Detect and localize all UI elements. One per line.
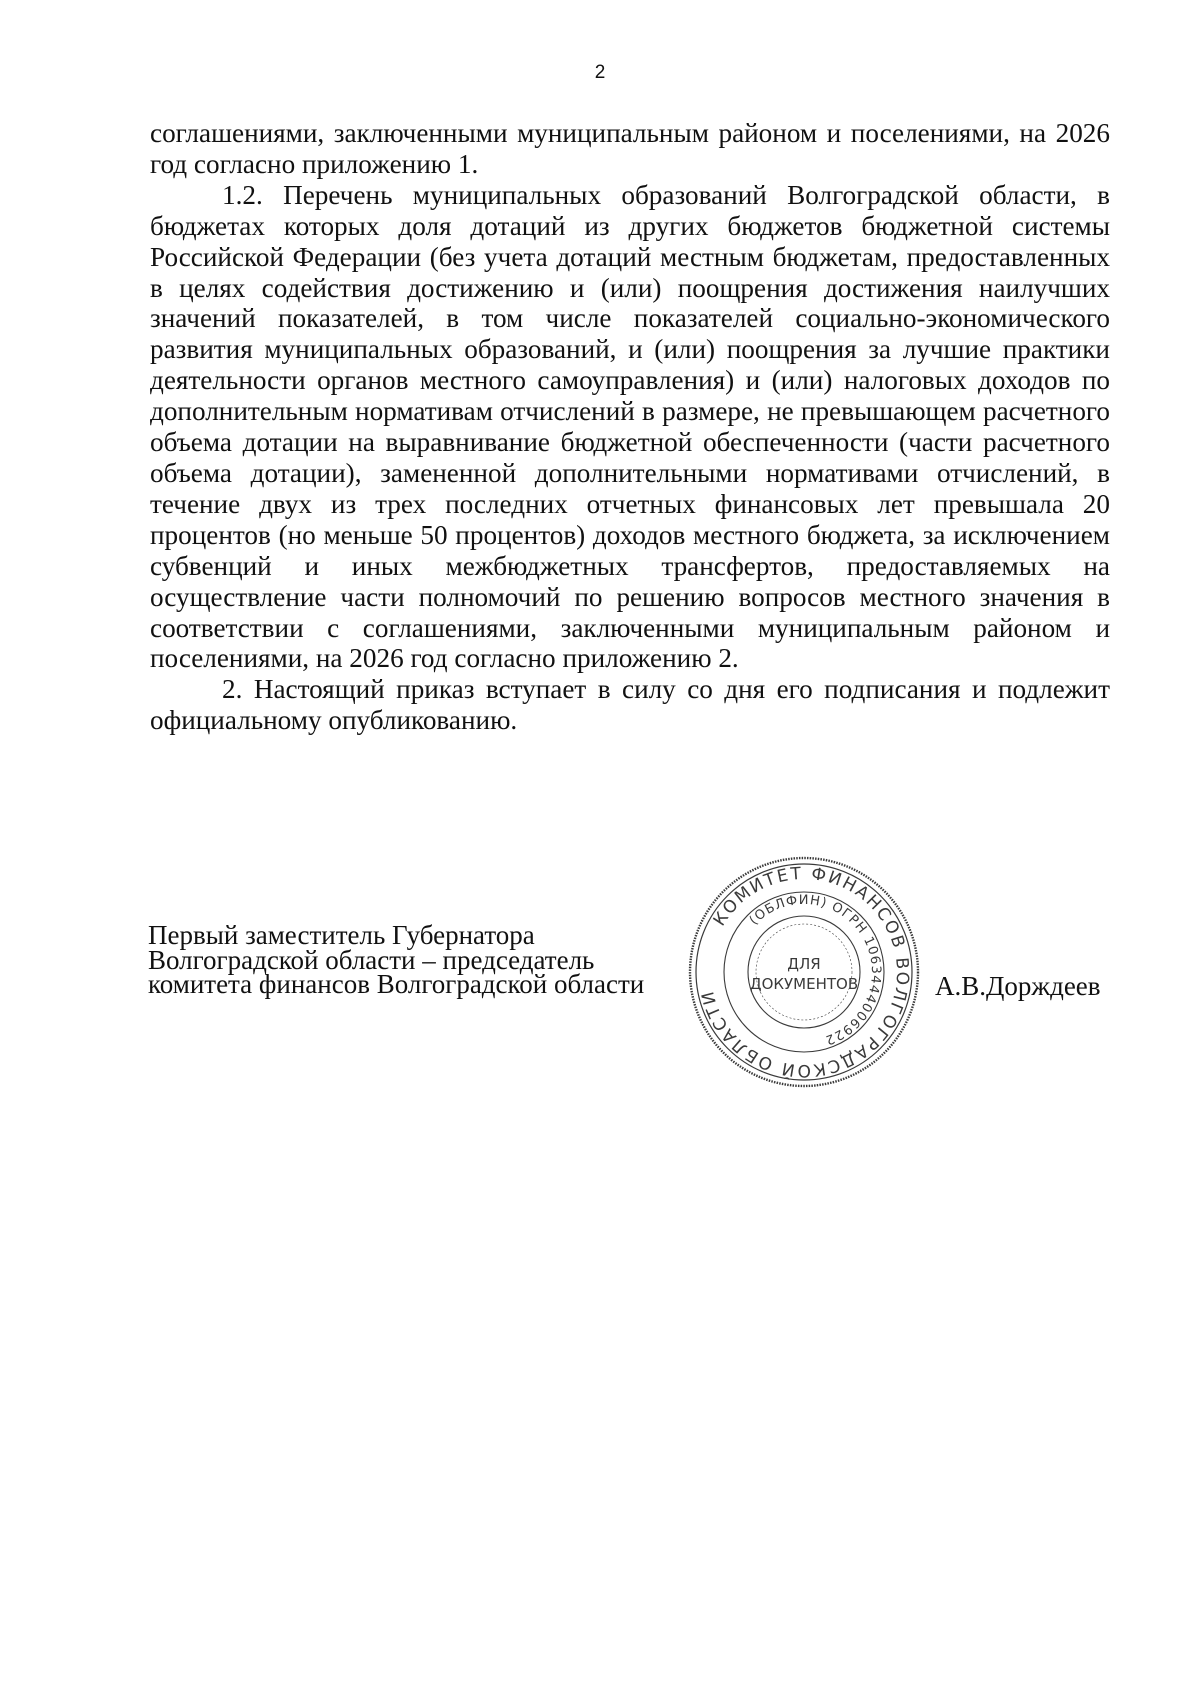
stamp-inner-text: (ОБЛФИН) ОГРН 1063444006922 xyxy=(746,892,884,1048)
stamp-center-line-1: ДЛЯ xyxy=(787,955,821,973)
official-seal-stamp xyxy=(684,852,924,1092)
signature-position-line: Волгоградской области – председатель xyxy=(148,944,595,975)
paragraph-continuation: соглашениями, заключенными муниципальным районом и поселениями, на 2026 год согласно приложению 1. xyxy=(150,118,1110,179)
signer-name: А.В.Дорждеев xyxy=(935,971,1101,1001)
page-number: 2 xyxy=(594,62,606,83)
paragraph-item-2: 2. Настоящий приказ вступает в силу со дня его подписания и подлежит официальному опубликованию. xyxy=(150,674,1110,736)
signature-position-line: комитета финансов Волгоградской области xyxy=(148,969,645,999)
signature-position xyxy=(148,920,645,999)
stamp-outer-text: КОМИТЕТ ФИНАНСОВ ВОЛГОГРАДСКОЙ ОБЛАСТИ xyxy=(697,863,913,1081)
signature-position-line: Первый заместитель Губернатора xyxy=(148,920,535,950)
paragraph-item-1-2: 1.2. Перечень муниципальных образований Волгоградской области, в бюджетах которых доля дотаций из других бюджетов бюджетной системы Российской Федерации (без учета дотаций местным бюджетам, предоставленных в целях содействия достижению и (или) поощрения достижения наилучших значений показателей, в том числе показателей социально-экономического развития муниципальных образований, и (или) поощрения за лучшие практики деятельности органов местного самоуправления) и (или) налоговых доходов по дополнительным нормативам отчислений в размере, не превышающем расчетного объема дотации на выравнивание бюджетной обеспеченности (части расчетного объема дотации), замененной дополнительными нормативами отчислений, в течение двух из трех последних отчетных финансовых лет превышала 20 процентов (но меньше 50 процентов) доходов местного бюджета, за исключением субвенций и иных межбюджетных трансфертов, предоставляемых на осуществление части полномочий по решению вопросов местного значения в соответствии с соглашениями, заключенными муниципальным районом и поселениями, на 2026 год согласно приложению 2. xyxy=(150,179,1110,674)
stamp-center-line-2: ДОКУМЕНТОВ xyxy=(749,975,859,993)
document-body xyxy=(150,118,1110,736)
